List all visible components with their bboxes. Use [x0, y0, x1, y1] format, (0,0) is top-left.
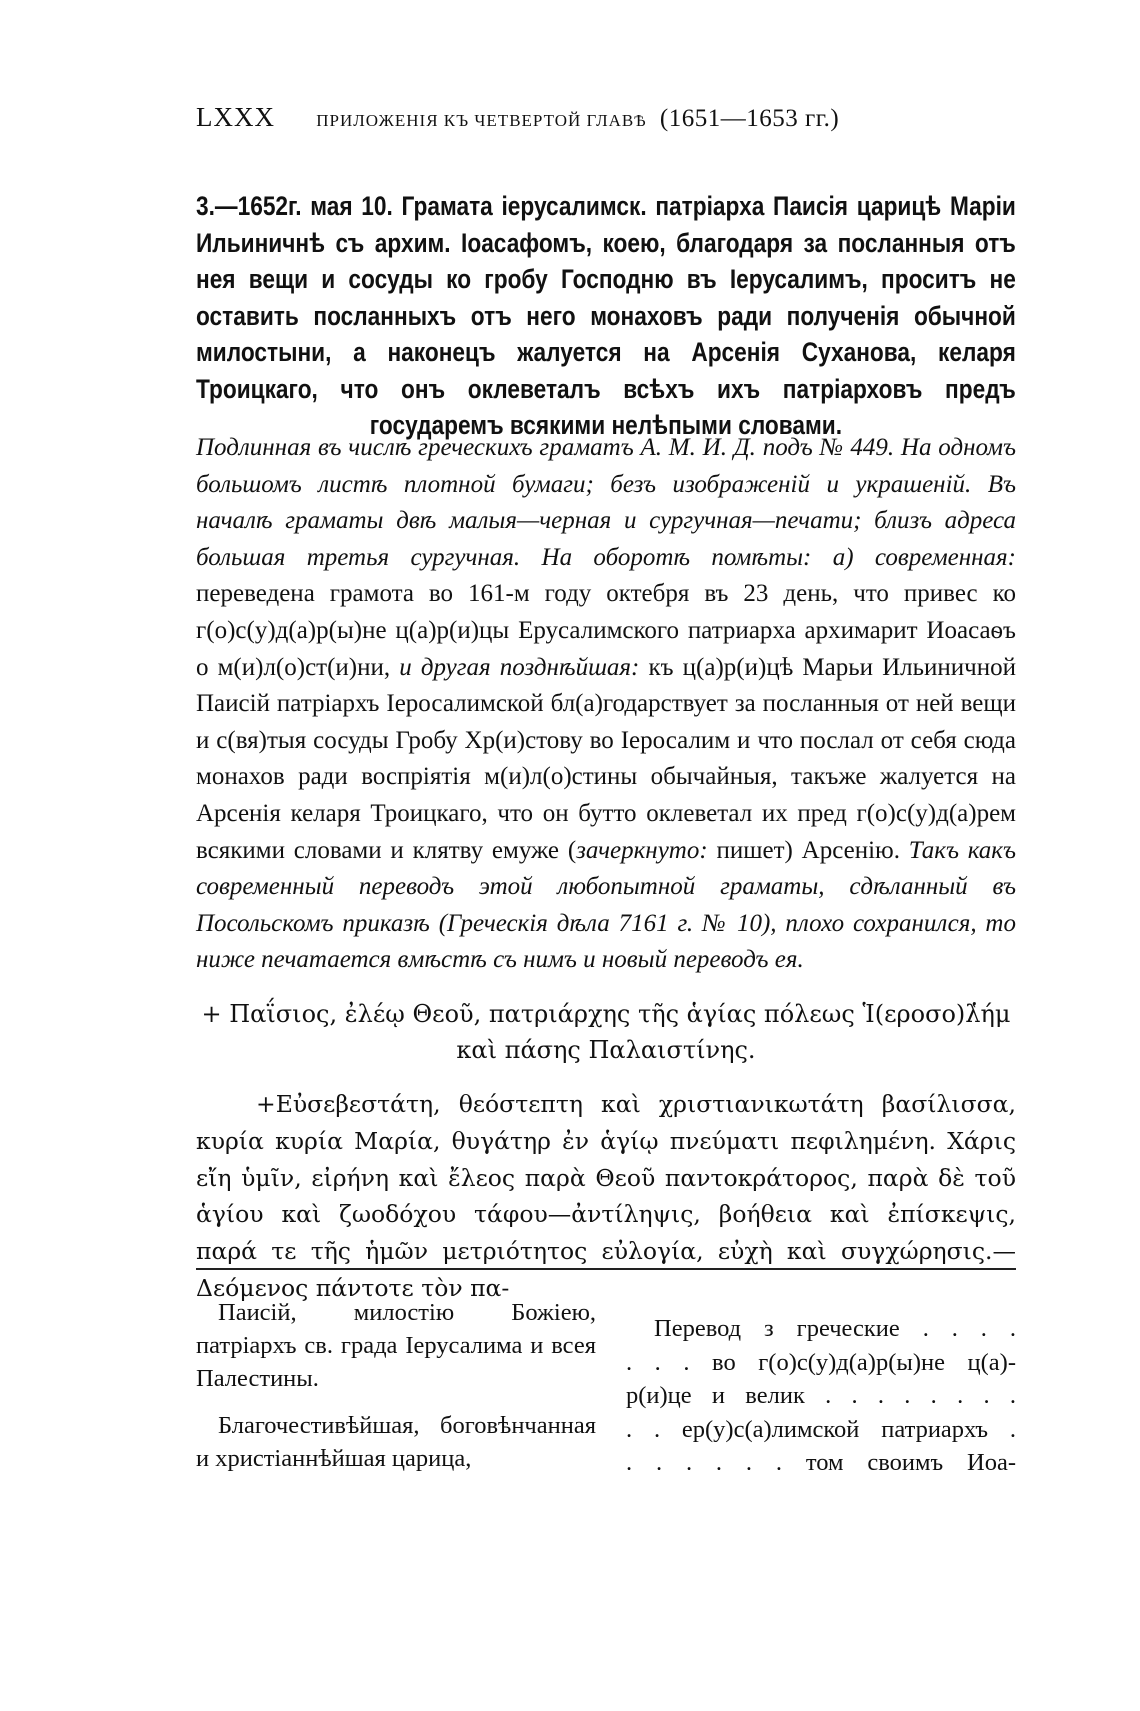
- source-note-part: Такъ какъ современный переводъ этой любопытной граматы, сдѣланный въ Посольскомъ приказѣ (Греческія дѣла 7161 г. № 10), плохо сохранился, то ниже печатается вмѣстѣ съ нимъ и новый переводъ ея.: [196, 836, 1016, 974]
- running-header: [196, 102, 1016, 133]
- source-note-part: Подлинная въ числѣ греческихъ граматъ А. М. И. Д. подъ № 449. На одномъ большомъ листѣ плотной бумаги; безъ изображеній и украшеній. Въ началѣ граматы двѣ малыя—черная и сургучная—печати; близъ адреса большая третья сургучная. На оборотѣ помѣты: а): [196, 434, 1016, 571]
- translation-right-line: р(и)це и велик . . . . . . . .: [626, 1382, 1016, 1409]
- translation-right-line: . . . . . . том своимъ Иоа-: [626, 1449, 1016, 1476]
- translation-right-line: Перевод з греческие . . . .: [654, 1315, 1016, 1342]
- running-years: (1651—1653 гг.): [659, 105, 840, 132]
- divider-rule: [196, 1268, 1016, 1270]
- document-heading: 3.—1652г. мая 10. Грамата іерусалимск. патріарха Паисія царицѣ Маріи Ильиничнѣ съ архим. Іоасафомъ, коею, благодаря за посланныя отъ нея вещи и сосуды ко гробу Господню въ Іерусалимъ, проситъ не оставить посланныхъ отъ него монаховъ ради полученія обычной милостыни, а наконецъ жалуется на Арсенія Суханова, келаря Троицкаго, что онъ оклеветалъ всѣхъ ихъ патріарховъ предъ государемъ всякими нелѣпыми словами.: [196, 191, 1016, 440]
- source-note-part: зачеркнуто:: [576, 836, 708, 864]
- translation-right-column: [626, 1312, 1016, 1480]
- translation-left-para: Благочестивѣйшая, боговѣнчанная и христіаннѣйшая царица,: [196, 1412, 596, 1472]
- greek-title: + Παΐσιος, ἐλέῳ Θεοῦ, πατριάρχης τῆς ἁγίας πόλεως Ἱ(εροσο)λ̔ήμ καὶ πάσης Παλαιστίνης.: [201, 1000, 1011, 1064]
- translation-left-para: Паисій, милостію Божіею, патріархъ св. града Іерусалима и всея Палестины.: [196, 1299, 596, 1392]
- greek-body: +Εὐσεβεστάτη, θεόστεπτη καὶ χριστιανικωτάτη βασίλισσα, κυρία κυρία Μαρία, θυγάτηρ ἐν ἁγίῳ πνεύματι πεφιλημένη. Χάρις εἴη ὑμῖν, εἰρήνη καὶ ἔλεος παρὰ Θεοῦ παντοκράτορος, παρὰ δὲ τοῦ ἁγίου καὶ ζωοδόχου τάφου—ἀντίληψις, βοήθεια καὶ ἐπίσκεψις, παρά τε τῆς ἡμῶν μετριότητος εὐλογία, εὐχὴ καὶ συγχώρησις.—Δεόμενος πάντοτε τὸν πα-: [196, 1090, 1016, 1302]
- running-title: ПРИЛОЖЕНІЯ КЪ ЧЕТВЕРТОЙ ГЛАВѢ: [316, 111, 647, 130]
- translation-right-line: . . ер(у)с(а)лимской патриархъ .: [626, 1415, 1016, 1443]
- source-note-part: и другая позднѣйшая:: [399, 653, 640, 681]
- source-note: [196, 430, 1016, 979]
- source-note-part: къ ц(а)р(и)цѣ Марьи Ильиничной Паисій патріархъ Іеросалимской бл(а)годарствует за посланныя от ней вещи и с(вя)тыя сосуды Гробу Хр(и)стову во Іеросалим и что послал от себя сюда монахов ради воспріятія м(и)л(о)стины обычайныя, такъже жалуется на Арсенія келаря Троицкаго, что он бутто оклеветал их пред г(о)с(у)д(а)рем всякими словами и клятву емуже (: [196, 653, 1016, 864]
- source-note-part: современная:: [874, 543, 1016, 571]
- page-number: LXXX: [196, 102, 275, 132]
- translation-left-column: [196, 1296, 596, 1475]
- source-note-part: переведена грамота во 161-м году октебря въ 23 день, что привес ко г(о)с(у)д(а)р(ы)не ц(а)р(и)цы Ерусалимского патриарха архимарит Иоасаѳъ о м(и)л(о)ст(и)ни,: [196, 580, 1016, 681]
- translation-right-line: . . . во г(о)с(у)д(а)р(ы)не ц(а)-: [626, 1348, 1016, 1376]
- source-note-part: пишет) Арсенію.: [707, 836, 909, 864]
